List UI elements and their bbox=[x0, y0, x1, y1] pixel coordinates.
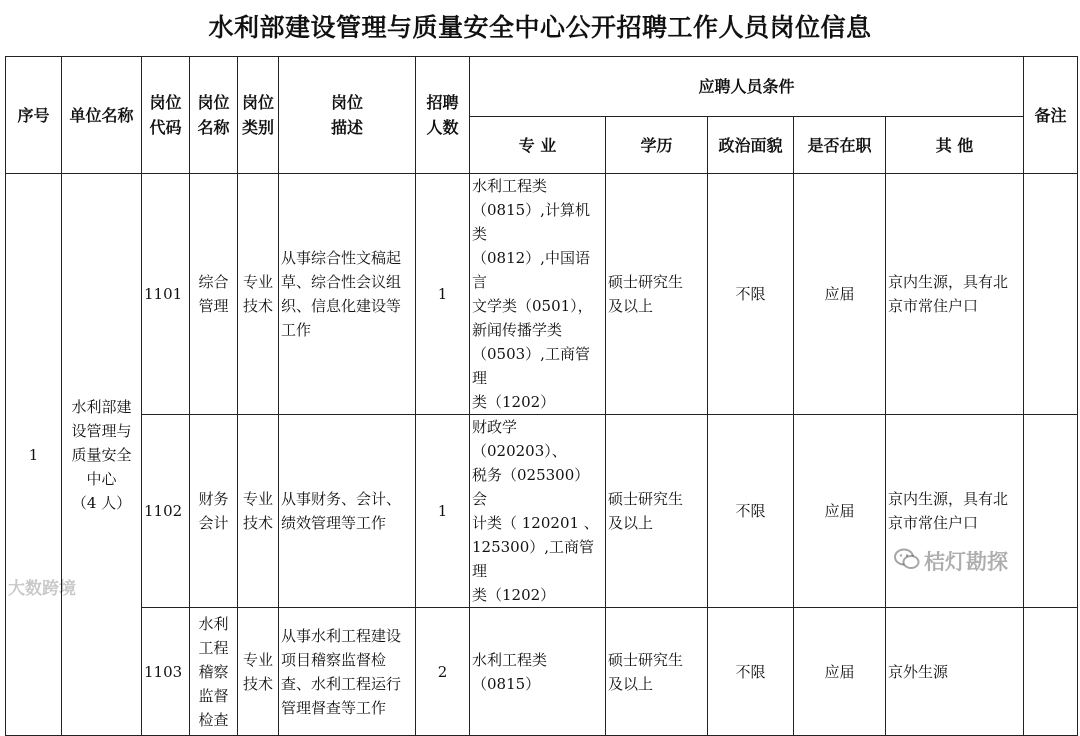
header-position-name: 岗位 名称 bbox=[190, 57, 238, 174]
remarks-cell bbox=[1024, 415, 1078, 608]
position-name-cell: 水利 工程 稽察 监督 检查 bbox=[190, 608, 238, 736]
page-title: 水利部建设管理与质量安全中心公开招聘工作人员岗位信息 bbox=[208, 13, 872, 42]
header-seq: 序号 bbox=[6, 57, 62, 174]
job-positions-table bbox=[5, 56, 1078, 736]
header-other: 其 他 bbox=[886, 117, 1024, 174]
position-type-cell: 专业 技术 bbox=[238, 174, 279, 415]
position-code-cell: 1101 bbox=[142, 174, 190, 415]
header-employed: 是否在职 bbox=[794, 117, 886, 174]
other-cell: 京外生源 bbox=[886, 608, 1024, 736]
hire-count-cell: 1 bbox=[416, 415, 470, 608]
header-remarks: 备注 bbox=[1024, 57, 1078, 174]
position-desc-cell: 从事水利工程建设 项目稽察监督检 查、水利工程运行 管理督查等工作 bbox=[279, 608, 416, 736]
employed-cell: 应届 bbox=[794, 608, 886, 736]
position-desc-cell: 从事综合性文稿起 草、综合性会议组 织、信息化建设等 工作 bbox=[279, 174, 416, 415]
seq-cell: 1 bbox=[6, 174, 62, 736]
header-conditions: 应聘人员条件 bbox=[470, 57, 1024, 117]
major-cell: 水利工程类 （0815） bbox=[470, 608, 606, 736]
position-name-cell: 财务 会计 bbox=[190, 415, 238, 608]
position-type-cell: 专业 技术 bbox=[238, 608, 279, 736]
position-code-cell: 1102 bbox=[142, 415, 190, 608]
unit-name-cell: 水利部建 设管理与 质量安全 中心 （4 人） bbox=[62, 174, 142, 736]
watermark-left: 大数跨境 bbox=[8, 579, 76, 599]
remarks-cell bbox=[1024, 174, 1078, 415]
other-cell: 京内生源，具有北 京市常住户口 bbox=[886, 415, 1024, 608]
political-cell: 不限 bbox=[708, 174, 794, 415]
position-desc-cell: 从事财务、会计、 绩效管理等工作 bbox=[279, 415, 416, 608]
political-cell: 不限 bbox=[708, 415, 794, 608]
wechat-icon bbox=[894, 548, 920, 575]
other-cell: 京内生源，具有北 京市常住户口 bbox=[886, 174, 1024, 415]
remarks-cell bbox=[1024, 608, 1078, 736]
watermark-right bbox=[894, 546, 1008, 576]
header-hire-count: 招聘 人数 bbox=[416, 57, 470, 174]
header-position-code: 岗位 代码 bbox=[142, 57, 190, 174]
major-cell: 财政学（020203）、 税务（025300）会 计类（ 120201 、 125300）,工商管理 类（1202） bbox=[470, 415, 606, 608]
hire-count-cell: 1 bbox=[416, 174, 470, 415]
position-name-cell: 综合 管理 bbox=[190, 174, 238, 415]
header-position-type: 岗位 类别 bbox=[238, 57, 279, 174]
header-political: 政治面貌 bbox=[708, 117, 794, 174]
major-cell: 水利工程类 （0815）,计算机类 （0812）,中国语言 文学类（0501）， 新闻传播学类 （0503）,工商管理 类（1202） bbox=[470, 174, 606, 415]
header-major: 专 业 bbox=[470, 117, 606, 174]
header-row-1 bbox=[6, 57, 1078, 117]
employed-cell: 应届 bbox=[794, 415, 886, 608]
position-code-cell: 1103 bbox=[142, 608, 190, 736]
degree-cell: 硕士研究生 及以上 bbox=[606, 608, 708, 736]
header-unit-name: 单位名称 bbox=[62, 57, 142, 174]
position-type-cell: 专业 技术 bbox=[238, 415, 279, 608]
watermark-right-text: 桔灯勘探 bbox=[924, 550, 1008, 574]
header-degree: 学历 bbox=[606, 117, 708, 174]
degree-cell: 硕士研究生 及以上 bbox=[606, 174, 708, 415]
table-row bbox=[6, 415, 1078, 608]
degree-cell: 硕士研究生 及以上 bbox=[606, 415, 708, 608]
table-row bbox=[6, 608, 1078, 736]
header-position-desc: 岗位 描述 bbox=[279, 57, 416, 174]
employed-cell: 应届 bbox=[794, 174, 886, 415]
table-row bbox=[6, 174, 1078, 415]
hire-count-cell: 2 bbox=[416, 608, 470, 736]
political-cell: 不限 bbox=[708, 608, 794, 736]
